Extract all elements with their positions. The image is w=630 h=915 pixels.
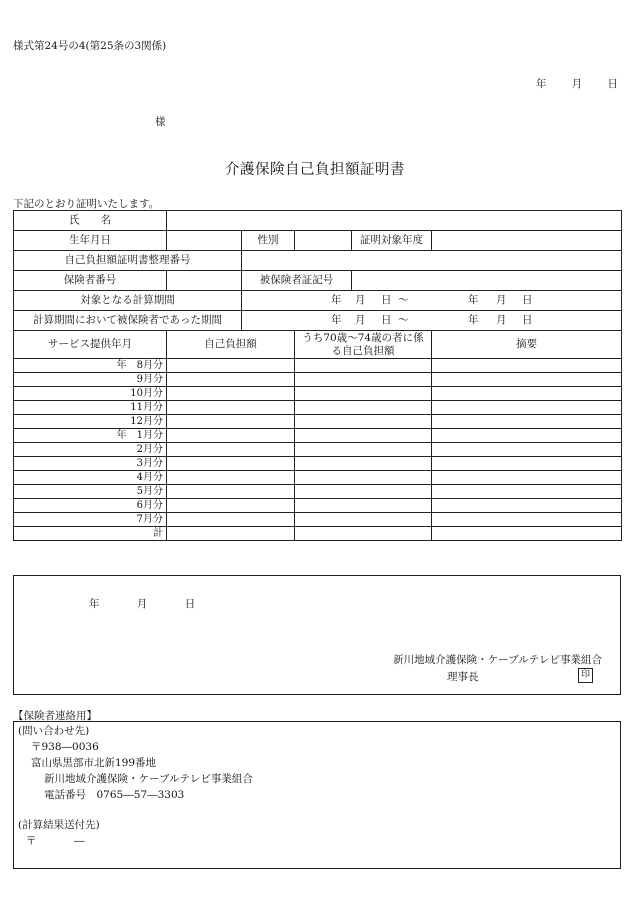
- copay-cell[interactable]: [167, 443, 295, 457]
- table-row: [14, 471, 622, 485]
- copay-70-74-cell[interactable]: [295, 401, 432, 415]
- calc-period-row: [14, 291, 622, 311]
- remarks-header: 摘要: [432, 331, 622, 359]
- calc-period-label: 対象となる計算期間: [14, 291, 242, 311]
- target-year-field[interactable]: [432, 231, 622, 251]
- insured-period-field[interactable]: 年 月 日 〜 年 月 日: [242, 311, 622, 331]
- copay-cell[interactable]: [167, 457, 295, 471]
- insured-number-label: 被保険者証記号: [242, 271, 352, 291]
- remarks-cell[interactable]: [432, 471, 622, 485]
- issuer-box: [13, 575, 621, 695]
- inquiry-label: (問い合わせ先): [18, 725, 90, 737]
- gender-label: 性別: [242, 231, 295, 251]
- service-month-cell: 4月分: [14, 471, 167, 485]
- gender-field[interactable]: [295, 231, 352, 251]
- remarks-cell[interactable]: [432, 443, 622, 457]
- postal-code: 〒938―0036: [31, 741, 99, 753]
- table-row: [14, 401, 622, 415]
- service-month-cell: 11月分: [14, 401, 167, 415]
- total-label: 計: [14, 527, 167, 541]
- copay-cell[interactable]: [167, 401, 295, 415]
- table-row: [14, 359, 622, 373]
- document-date: [514, 76, 618, 91]
- birth-row: [14, 231, 622, 251]
- service-month-cell: 3月分: [14, 457, 167, 471]
- insurer-number-field[interactable]: [167, 271, 242, 291]
- table-row: [14, 443, 622, 457]
- service-header-row: [14, 331, 622, 359]
- copay-cell[interactable]: [167, 415, 295, 429]
- table-row: [14, 429, 622, 443]
- service-month-cell: 7月分: [14, 513, 167, 527]
- month-label: 月: [571, 78, 583, 90]
- service-month-cell: 年 1月分: [14, 429, 167, 443]
- copay-cell[interactable]: [167, 373, 295, 387]
- contact-box: [13, 721, 621, 869]
- phone-number: 電話番号 0765―57―3303: [44, 789, 185, 801]
- birth-date-field[interactable]: [167, 231, 242, 251]
- service-month-cell: 9月分: [14, 373, 167, 387]
- copay-70-74-cell[interactable]: [295, 429, 432, 443]
- seal-mark: 印: [578, 668, 593, 683]
- remarks-cell[interactable]: [432, 415, 622, 429]
- contact-organization: 新川地域介護保険・ケーブルテレビ事業組合: [44, 773, 253, 785]
- send-postal-dash: ―: [74, 835, 85, 847]
- total-row: [14, 527, 622, 541]
- copay-cell[interactable]: [167, 485, 295, 499]
- copay-70-74-cell[interactable]: [295, 373, 432, 387]
- copay-cell[interactable]: [167, 471, 295, 485]
- issue-date: 年 月 日: [89, 598, 196, 610]
- copay-70-74-cell[interactable]: [295, 457, 432, 471]
- remarks-cell[interactable]: [432, 485, 622, 499]
- remarks-cell[interactable]: [432, 513, 622, 527]
- copay-cell[interactable]: [167, 387, 295, 401]
- table-row: [14, 499, 622, 513]
- copay-70-74-cell[interactable]: [295, 471, 432, 485]
- send-postal-mark: 〒: [26, 835, 37, 847]
- page-title: 介護保険自己負担額証明書: [225, 162, 405, 178]
- table-row: [14, 415, 622, 429]
- table-row: [14, 485, 622, 499]
- copay-cell[interactable]: [167, 499, 295, 513]
- form-number: 様式第24号の4(第25条の3関係): [13, 40, 167, 52]
- copay-cell[interactable]: [167, 513, 295, 527]
- copay-70-74-cell[interactable]: [295, 499, 432, 513]
- copay-cell[interactable]: [167, 429, 295, 443]
- insured-period-row: [14, 311, 622, 331]
- service-month-cell: 5月分: [14, 485, 167, 499]
- remarks-cell[interactable]: [432, 457, 622, 471]
- target-year-label: 証明対象年度: [352, 231, 432, 251]
- contact-section-label: 【保険者連絡用】: [13, 710, 97, 722]
- cert-number-label: 自己負担額証明書整理番号: [14, 251, 242, 271]
- service-month-header: サービス提供年月: [14, 331, 167, 359]
- table-row: [14, 373, 622, 387]
- birth-date-label: 生年月日: [14, 231, 167, 251]
- copay-header: 自己負担額: [167, 331, 295, 359]
- name-row: [14, 211, 622, 231]
- copay-70-74-cell[interactable]: [295, 415, 432, 429]
- day-label: 日: [607, 78, 618, 90]
- service-month-cell: 2月分: [14, 443, 167, 457]
- address: 富山県黒部市北新199番地: [31, 757, 157, 769]
- remarks-cell[interactable]: [432, 499, 622, 513]
- copay-70-74-total-cell[interactable]: [295, 527, 432, 541]
- service-month-cell: 年 8月分: [14, 359, 167, 373]
- copay-70-74-header: うち70歳〜74歳の者に係る自己負担額: [295, 331, 432, 359]
- issuer-organization: 新川地域介護保険・ケーブルテレビ事業組合: [393, 654, 602, 666]
- remarks-cell[interactable]: [432, 373, 622, 387]
- issuer-title: 理事長: [447, 671, 479, 683]
- cert-number-row: [14, 251, 622, 271]
- remarks-cell[interactable]: [432, 401, 622, 415]
- copay-70-74-cell[interactable]: [295, 387, 432, 401]
- year-label: 年: [535, 78, 547, 90]
- remarks-cell[interactable]: [432, 429, 622, 443]
- service-month-cell: 10月分: [14, 387, 167, 401]
- calc-period-field[interactable]: 年 月 日 〜 年 月 日: [242, 291, 622, 311]
- insurer-number-label: 保険者番号: [14, 271, 167, 291]
- copay-70-74-cell[interactable]: [295, 485, 432, 499]
- copay-cell[interactable]: [167, 359, 295, 373]
- certificate-table: [13, 210, 622, 541]
- copay-70-74-cell[interactable]: [295, 359, 432, 373]
- remarks-cell[interactable]: [432, 359, 622, 373]
- name-field[interactable]: [167, 211, 622, 231]
- intro-text: 下記のとおり証明いたします。: [13, 198, 160, 210]
- copay-70-74-cell[interactable]: [295, 513, 432, 527]
- name-label: 氏 名: [14, 211, 167, 231]
- table-row: [14, 457, 622, 471]
- service-month-cell: 6月分: [14, 499, 167, 513]
- copay-total-cell[interactable]: [167, 527, 295, 541]
- copay-70-74-cell[interactable]: [295, 443, 432, 457]
- send-to-label: (計算結果送付先): [18, 819, 100, 831]
- table-row: [14, 513, 622, 527]
- service-month-cell: 12月分: [14, 415, 167, 429]
- remarks-total-cell[interactable]: [432, 527, 622, 541]
- insured-number-field[interactable]: [352, 271, 622, 291]
- insurer-row: [14, 271, 622, 291]
- cert-number-field[interactable]: [242, 251, 622, 271]
- remarks-cell[interactable]: [432, 387, 622, 401]
- insured-period-label: 計算期間において被保険者であった期間: [14, 311, 242, 331]
- recipient-suffix: 様: [155, 116, 166, 128]
- table-row: [14, 387, 622, 401]
